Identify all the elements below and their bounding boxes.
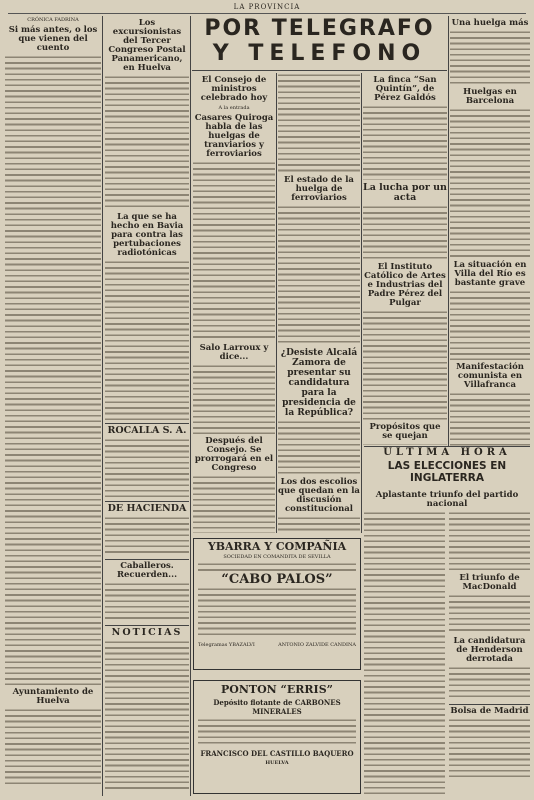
ad-ponton-name: FRANCISCO DEL CASTILLO BAQUERO	[200, 749, 354, 758]
body-text	[449, 666, 530, 701]
ad-ybarra-telegramas: Telegramas YBAZALVI	[198, 642, 255, 648]
body-text	[278, 420, 360, 475]
body-text	[450, 392, 530, 446]
headline-huelga-mas: Una huelga más	[451, 18, 529, 28]
running-head-title: LA PROVINCIA	[233, 3, 301, 11]
ad-ponton-location: HUELVA	[265, 760, 289, 766]
subhead-entrada: A la entrada	[218, 105, 250, 111]
body-text	[363, 205, 447, 260]
ultima-hora-label: ULTIMA HORA	[383, 447, 511, 458]
column-6	[450, 16, 530, 446]
body-text	[449, 718, 530, 778]
subhead-triunfo: Aplastante triunfo del partido nacional	[375, 490, 519, 509]
headline-lerroux: Salo Larroux y dice...	[199, 343, 269, 362]
column-rule	[448, 16, 449, 446]
body-text	[5, 708, 101, 788]
headline-hacienda: DE HACIENDA	[105, 501, 189, 514]
column-2	[105, 16, 189, 796]
section-title: CRÓNICA FADRINA	[27, 17, 79, 23]
column-5	[363, 73, 447, 445]
body-text	[193, 161, 275, 341]
ad-ybarra-cabo-palos: “CABO PALOS”	[221, 572, 333, 587]
body-text	[449, 594, 530, 634]
ultima-col-b	[449, 511, 530, 798]
headline-lucha-acta: La lucha por un acta	[363, 182, 447, 203]
ad-ponton	[193, 680, 361, 794]
body-text	[198, 562, 356, 572]
body-text	[364, 511, 445, 798]
headline-congreso-postal: Los excursionistas del Tercer Congreso Postal Panamericano, en Huelva	[108, 18, 186, 73]
headline-escolios: Los dos escolios que quedan en la discusión constitucional	[278, 477, 360, 514]
running-head	[8, 3, 526, 14]
headline-villafranca: Manifestación comunista en Villafranca	[456, 362, 524, 390]
ad-ponton-subtitle: Depósito flotante de CARBONES MINERALES	[213, 698, 341, 716]
body-text	[105, 582, 189, 622]
headline-noticias: NOTICIAS	[105, 625, 189, 638]
body-text	[193, 364, 275, 434]
ad-ponton-title: PONTON “ERRIS”	[221, 683, 333, 696]
headline-alcala-zamora: ¿Desiste Alcalá Zamora de presentar su candidatura para la presidencia de la República?	[280, 348, 358, 418]
headline-instituto-catolico: El Instituto Católico de Artes e Industrias del Padre Pérez del Pulgar	[364, 262, 446, 308]
body-text	[105, 260, 189, 420]
headline-macdonald: El triunfo de MacDonald	[459, 573, 520, 592]
ultima-hora-block	[364, 488, 530, 798]
headline-bolsa: Bolsa de Madrid	[450, 706, 529, 716]
headline-caballeros: Caballeros. Recuerden...	[105, 559, 189, 580]
body-text	[105, 75, 189, 210]
column-rule	[361, 73, 362, 533]
headline-henderson: La candidatura de Henderson derrotada	[453, 636, 526, 664]
body-text	[105, 438, 189, 498]
headline-san-quintin: La finca “San Quintín”, de Pérez Galdós	[373, 75, 437, 103]
headline-cuento: Si más antes, o los que vienen del cuento	[8, 25, 98, 53]
body-text	[363, 310, 447, 420]
body-text	[278, 73, 360, 173]
ad-ybarra	[193, 538, 361, 670]
column-3	[193, 73, 275, 533]
headline-villa-del-rio: La situación en Villa del Río es bastante grave	[453, 260, 527, 288]
banner-telegrafo	[192, 16, 447, 68]
ad-ybarra-title: YBARRA Y COMPAÑIA	[207, 540, 347, 553]
column-1	[5, 16, 101, 796]
body-text	[105, 516, 189, 556]
headline-despues-consejo: Después del Consejo. Se prorrogará en el Congreso	[194, 436, 274, 473]
body-text	[198, 587, 356, 639]
banner-line-2: Y TELEFONO	[212, 41, 427, 66]
body-text	[363, 105, 447, 180]
body-text	[278, 205, 360, 345]
column-rule	[102, 16, 103, 796]
banner-rule	[192, 70, 447, 71]
column-4	[278, 73, 360, 533]
body-text	[193, 475, 275, 533]
ultima-col-a	[364, 511, 445, 798]
column-rule	[190, 16, 191, 796]
headline-casares: Casares Quiroga habla de las huelgas de tranviarios y ferroviarios	[194, 113, 274, 159]
body-text	[450, 290, 530, 360]
body-text	[5, 55, 101, 685]
headline-radiotonicas: La que se ha hecho en Bavia para contra las pertubaciones radiotónicas	[110, 212, 184, 258]
ad-ybarra-signature: ANTONIO ZALVIDE CANDINA	[278, 642, 356, 648]
body-text	[278, 516, 360, 533]
body-text	[198, 718, 356, 746]
headline-rocalla: ROCALLA S. A.	[105, 423, 189, 436]
body-text	[450, 108, 530, 258]
headline-huelga-ferroviarios: El estado de la huelga de ferroviarios	[284, 175, 354, 203]
body-text	[105, 640, 189, 790]
ad-ybarra-subtitle: SOCIEDAD EN COMANDITA DE SEVILLA	[223, 554, 331, 560]
headline-consejo: El Consejo de ministros celebrado hoy	[200, 75, 268, 103]
body-text	[449, 511, 530, 571]
body-text	[363, 443, 447, 445]
headline-elecciones: LAS ELECCIONES EN INGLATERRA	[387, 460, 507, 484]
headline-propositos: Propósitos que se quejan	[369, 422, 441, 441]
body-text	[450, 30, 530, 85]
banner-line-1: POR TELEGRAFO	[204, 16, 435, 41]
column-rule	[276, 73, 277, 533]
ad-ybarra-footer	[194, 641, 360, 649]
headline-ayuntamiento: Ayuntamiento de Huelva	[12, 687, 94, 706]
headline-huelgas-barcelona: Huelgas en Barcelona	[463, 87, 517, 106]
